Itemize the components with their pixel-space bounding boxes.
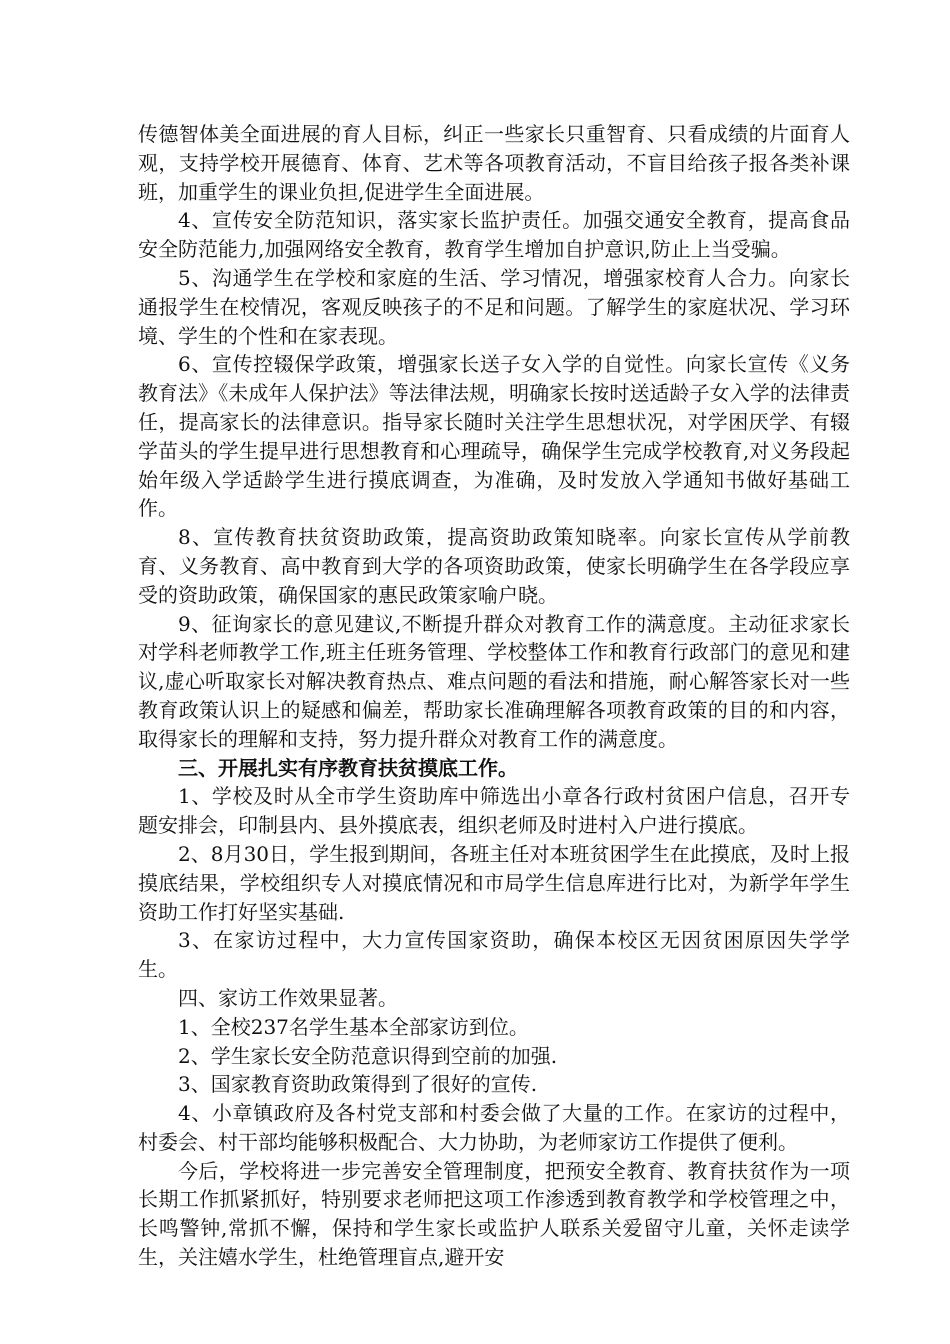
document-body [138,120,850,1272]
paragraph-item-9: 9、征询家长的意见建议,不断提升群众对教育工作的满意度。主动征求家长对学科老师教学工作,班主任班务管理、学校整体工作和教育行政部门的意见和建议,虚心听取家长对解决教育热点、难点问题的看法和措施，耐心解答家长对一些教育政策认识上的疑感和偏差，帮助家长准确理解各项教育政策的目的和内容，取得家长的理解和支持，努力提升群众对教育工作的满意度。 [138,611,850,751]
paragraph-item-8: 8、宣传教育扶贫资助政策，提高资助政策知晓率。向家长宣传从学前教育、义务教育、高中教育到大学的各项资助政策，使家长明确学生在各学段应享受的资助政策，确保国家的惠民政策家喻户晓。 [138,525,850,607]
paragraph-intro: 传德智体美全面进展的育人目标，纠正一些家长只重智育、只看成绩的片面育人观，支持学校开展德育、体育、艺术等各项教育活动，不盲目给孩子报各类补课班，加重学生的课业负担,促进学生全面进展。 [138,122,850,204]
paragraph-item-6: 6、宣传控辍保学政策，增强家长送子女入学的自觉性。向家长宣传《义务教育法》《未成年人保护法》等法律法规，明确家长按时送适龄子女入学的法律责任，提高家长的法律意识。指导家长随时关注学生思想状况，对学困厌学、有辍学苗头的学生提早进行思想教育和心理疏导，确保学生完成学校教育,对义务段起始年级入学适龄学生进行摸底调查，为准确，及时发放入学通知书做好基础工作。 [138,352,850,521]
paragraph-section4-item-4: 4、小章镇政府及各村党支部和村委会做了大量的工作。在家访的过程中，村委会、村干部均能够积极配合、大力协助，为老师家访工作提供了便利。 [138,1101,850,1154]
paragraph-item-5: 5、沟通学生在学校和家庭的生活、学习情况，增强家校育人合力。向家长通报学生在校情况，客观反映孩子的不足和问题。了解学生的家庭状况、学习环境、学生的个性和在家表现。 [138,265,850,348]
paragraph-section4-item-2: 2、学生家长安全防范意识得到空前的加强. [178,1043,558,1068]
paragraph-conclusion: 今后，学校将进一步完善安全管理制度，把预安全教育、教育扶贫作为一项长期工作抓紧抓好，特别要求老师把这项工作渗透到教育教学和学校管理之中，长鸣警钟,常抓不懈，保持和学生家长或监护人联系关爱留守儿童，关怀走读学生，关注嬉水学生，杜绝管理盲点,避开安 [138,1158,850,1270]
section-heading-3: 三、开展扎实有序教育扶贫摸底工作。 [178,755,518,780]
paragraph-section3-item-2: 2、8月30日，学生报到期间，各班主任对本班贫困学生在此摸底，及时上报摸底结果，学校组织专人对摸底情况和市局学生信息库进行比对，为新学年学生资助工作打好坚实基础. [138,841,850,924]
section-heading-4: 四、家访工作效果显著。 [178,985,398,1010]
paragraph-section4-item-1: 1、全校237名学生基本全部家访到位。 [178,1014,529,1039]
paragraph-item-4: 4、宣传安全防范知识，落实家长监护责任。加强交通安全教育，提高食品安全防范能力,加强网络安全教育，教育学生增加自护意识,防止上当受骗。 [138,208,850,262]
paragraph-section4-item-3: 3、国家教育资助政策得到了很好的宣传. [178,1072,538,1097]
paragraph-section3-item-1: 1、学校及时从全市学生资助库中筛选出小章各行政村贫困户信息，召开专题安排会，印制县内、县外摸底表，组织老师及时进村入户进行摸底。 [138,784,850,838]
paragraph-section3-item-3: 3、在家访过程中，大力宣传国家资助，确保本校区无因贫困原因失学学生。 [138,928,850,982]
